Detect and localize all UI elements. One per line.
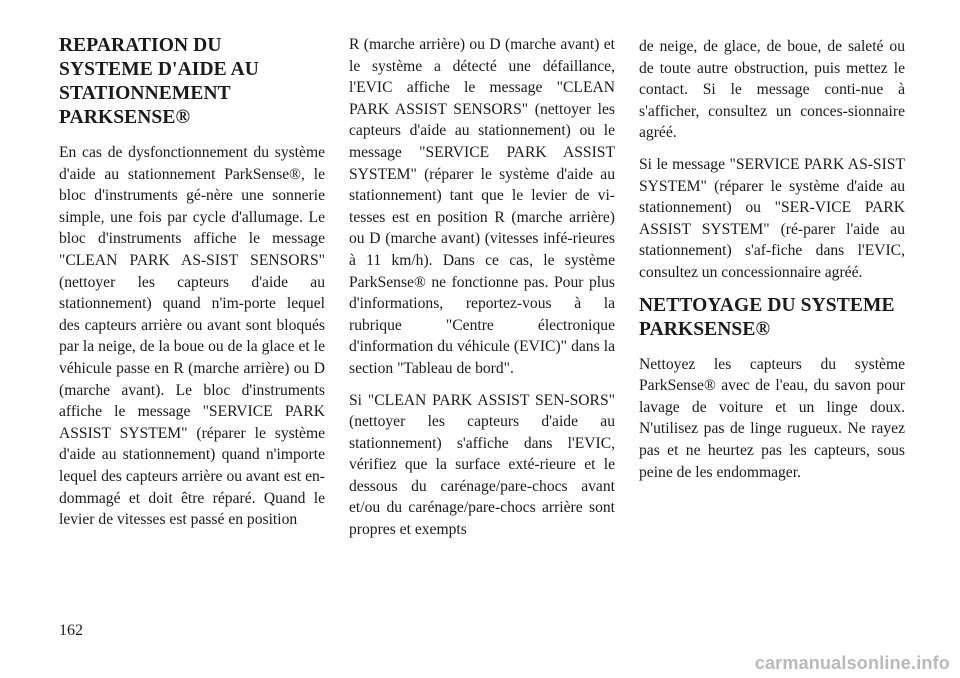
section-heading-reparation: REPARATION DU SYSTEME D'AIDE AU STATIONNEMENT PARKSENSE® bbox=[59, 35, 259, 128]
paragraph-3: Si le message "SERVICE PARK AS-SIST SYSTEM" (réparer le système d'aide au stationnement) ou "SER-VICE PARK ASSIST SYSTEM" (ré-parer l'aide au stationnement) s'af-fiche dans l'EVIC, consultez un concessionnaire agréé. bbox=[639, 155, 905, 281]
paragraph-2b: de neige, de glace, de boue, de saleté ou de toute autre obstruction, puis mettez le contact. Si le message conti-nue à s'afficher, consultez un conces-sionnaire agréé. bbox=[639, 38, 905, 142]
paragraph-2a: Si "CLEAN PARK ASSIST SEN-SORS" (nettoyer les capteurs d'aide au stationnement) s'affiche dans l'EVIC, vérifiez que la surface exté-rieure et le dessous du carénage/pare-chocs avant et/ou du carénage/pare-chocs arrière sont propres et exempts bbox=[349, 391, 615, 539]
column-2 bbox=[349, 34, 615, 551]
paragraph-1a: En cas de dysfonctionnement du système d'aide au stationnement ParkSense®, le bloc d'instruments gé-nère une sonnerie simple, une fois par cycle d'allumage. Le bloc d'instruments affiche le message "CLEAN PARK AS-SIST SENSORS" (nettoyer les capteurs d'aide au stationnement) quand n'im-porte lequel des capteurs arrière ou avant sont bloqués par la neige, de la boue ou de la glace et le véhicule passe en R (marche arrière) ou D (marche avant). Le bloc d'instruments affiche le message "SERVICE PARK ASSIST SYSTEM" (réparer le système d'aide au stationnement) quand n'importe lequel des capteurs arrière ou avant est en-dommagé et doit être réparé. Quand le levier de vitesses est passé en position bbox=[59, 144, 325, 529]
section-heading-nettoyage: NETTOYAGE DU SYSTEME PARKSENSE® bbox=[639, 294, 895, 340]
paragraph-4: Nettoyez les capteurs du système ParkSense® avec de l'eau, du savon pour lavage de voiture et un linge doux. N'utilisez pas de linge rugueux. Ne rayez pas et ne heurtez pas les capteurs, sous peine de les endommager. bbox=[639, 355, 905, 481]
paragraph-1b: R (marche arrière) ou D (marche avant) et le système a détecté une défaillance, l'EVIC affiche le message "CLEAN PARK ASSIST SENSORS" (nettoyer les capteurs d'aide au stationnement) ou le message "SERVICE PARK ASSIST SYSTEM" (réparer le système d'aide au stationnement) tant que le levier de vi-tesses est en position R (marche arrière) ou D (marche avant) (vitesses infé-rieures à 11 km/h). Dans ce cas, le système ParkSense® ne fonctionne pas. Pour plus d'informations, reportez-vous à la rubrique "Centre électronique d'information du véhicule (EVIC)" dans la section "Tableau de bord". bbox=[349, 36, 615, 377]
column-1 bbox=[59, 34, 325, 541]
watermark-logo: carmanualsonline.info bbox=[754, 653, 950, 673]
page-number: 162 bbox=[59, 622, 83, 639]
column-3 bbox=[639, 36, 905, 493]
